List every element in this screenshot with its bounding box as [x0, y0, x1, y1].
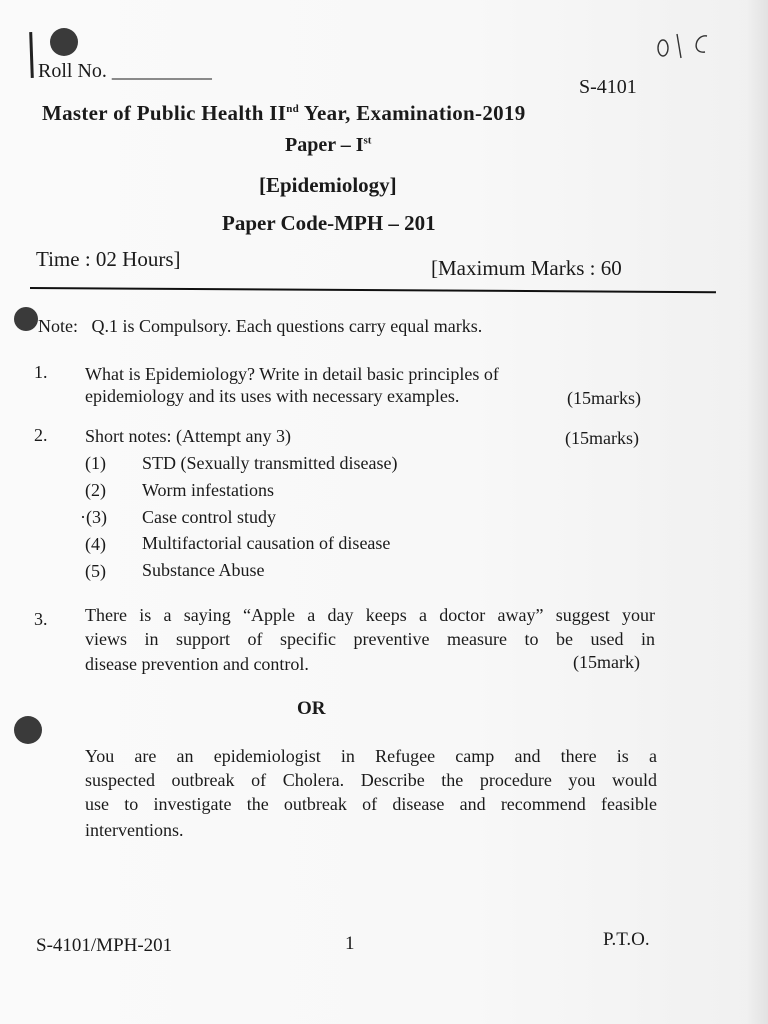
- instructions-note: [38, 314, 482, 338]
- question-3-line-1: There is a saying “Apple a day keeps a doctor away” suggest your: [85, 605, 655, 625]
- question-1-number: 1.: [34, 362, 48, 382]
- paper-number-sup: st: [363, 134, 372, 147]
- roll-number-blank: ___________: [111, 60, 211, 82]
- question-2-number: 2.: [34, 425, 48, 445]
- question-2-marks: (15marks): [565, 428, 639, 448]
- question-3-line-2: views in support of specific preventive measure to be used in: [85, 629, 655, 649]
- question-2-item-4-number: (4): [85, 534, 106, 554]
- question-2-item-2-number: (2): [85, 480, 106, 500]
- question-2-item-3-text: Case control study: [142, 507, 276, 527]
- paper-number: [285, 134, 371, 157]
- footer-paper-code: S-4101/MPH-201: [36, 935, 173, 956]
- header-divider: [30, 287, 716, 293]
- handwritten-note-icon: [655, 28, 715, 62]
- paper-id: S-4101: [579, 76, 637, 98]
- footer-page-number: 1: [345, 933, 355, 954]
- paper-number-text: Paper – I: [285, 134, 364, 156]
- page-edge-shadow: [746, 0, 768, 1024]
- exam-title-rest: Year, Examination-2019: [303, 101, 526, 125]
- question-3-number: 3.: [34, 609, 48, 629]
- alternative-line-4: interventions.: [85, 820, 184, 840]
- question-2-item-3-number: ·(3): [80, 507, 107, 527]
- question-1-line-1: What is Epidemiology? Write in detail basic principles of: [85, 364, 499, 384]
- alternative-line-2: suspected outbreak of Cholera. Describe the procedure you would: [85, 770, 657, 790]
- margin-pen-mark: [29, 32, 34, 78]
- roll-number-field: [38, 60, 211, 83]
- question-3-line-3: disease prevention and control.: [85, 654, 309, 674]
- exam-title-sup: nd: [286, 103, 300, 115]
- roll-number-label: Roll No.: [38, 60, 107, 82]
- punch-hole-top: [50, 28, 78, 56]
- note-text: Q.1 is Compulsory. Each questions carry equal marks.: [91, 316, 483, 336]
- alternative-line-1: You are an epidemiologist in Refugee camp and there is a: [85, 746, 657, 766]
- exam-title: [42, 101, 526, 126]
- question-3-marks: (15mark): [573, 652, 640, 672]
- footer-pto: P.T.O.: [603, 929, 650, 950]
- question-1-marks: (15marks): [567, 388, 641, 408]
- question-1-line-2: epidemiology and its uses with necessary examples.: [85, 386, 460, 406]
- exam-title-main: Master of Public Health II: [42, 101, 287, 125]
- maximum-marks: [Maximum Marks : 60: [431, 256, 622, 280]
- subject-title: [Epidemiology]: [259, 173, 397, 197]
- punch-hole-middle: [14, 716, 42, 744]
- note-label: Note:: [38, 316, 78, 336]
- question-2-item-4-text: Multifactorial causation of disease: [142, 533, 391, 553]
- question-2-item-5-number: (5): [85, 561, 106, 581]
- question-2-item-1-text: STD (Sexually transmitted disease): [142, 453, 398, 473]
- exam-time: Time : 02 Hours]: [36, 247, 181, 271]
- question-2-item-5-text: Substance Abuse: [142, 560, 265, 580]
- punch-hole-note: [14, 307, 38, 331]
- alternative-line-3: use to investigate the outbreak of disease and recommend feasible: [85, 794, 657, 814]
- question-2-item-1-number: (1): [85, 453, 106, 473]
- or-divider: OR: [297, 698, 326, 719]
- question-2-line-1: Short notes: (Attempt any 3): [85, 426, 291, 446]
- question-2-item-2-text: Worm infestations: [142, 480, 275, 500]
- paper-code: Paper Code-MPH – 201: [222, 211, 436, 235]
